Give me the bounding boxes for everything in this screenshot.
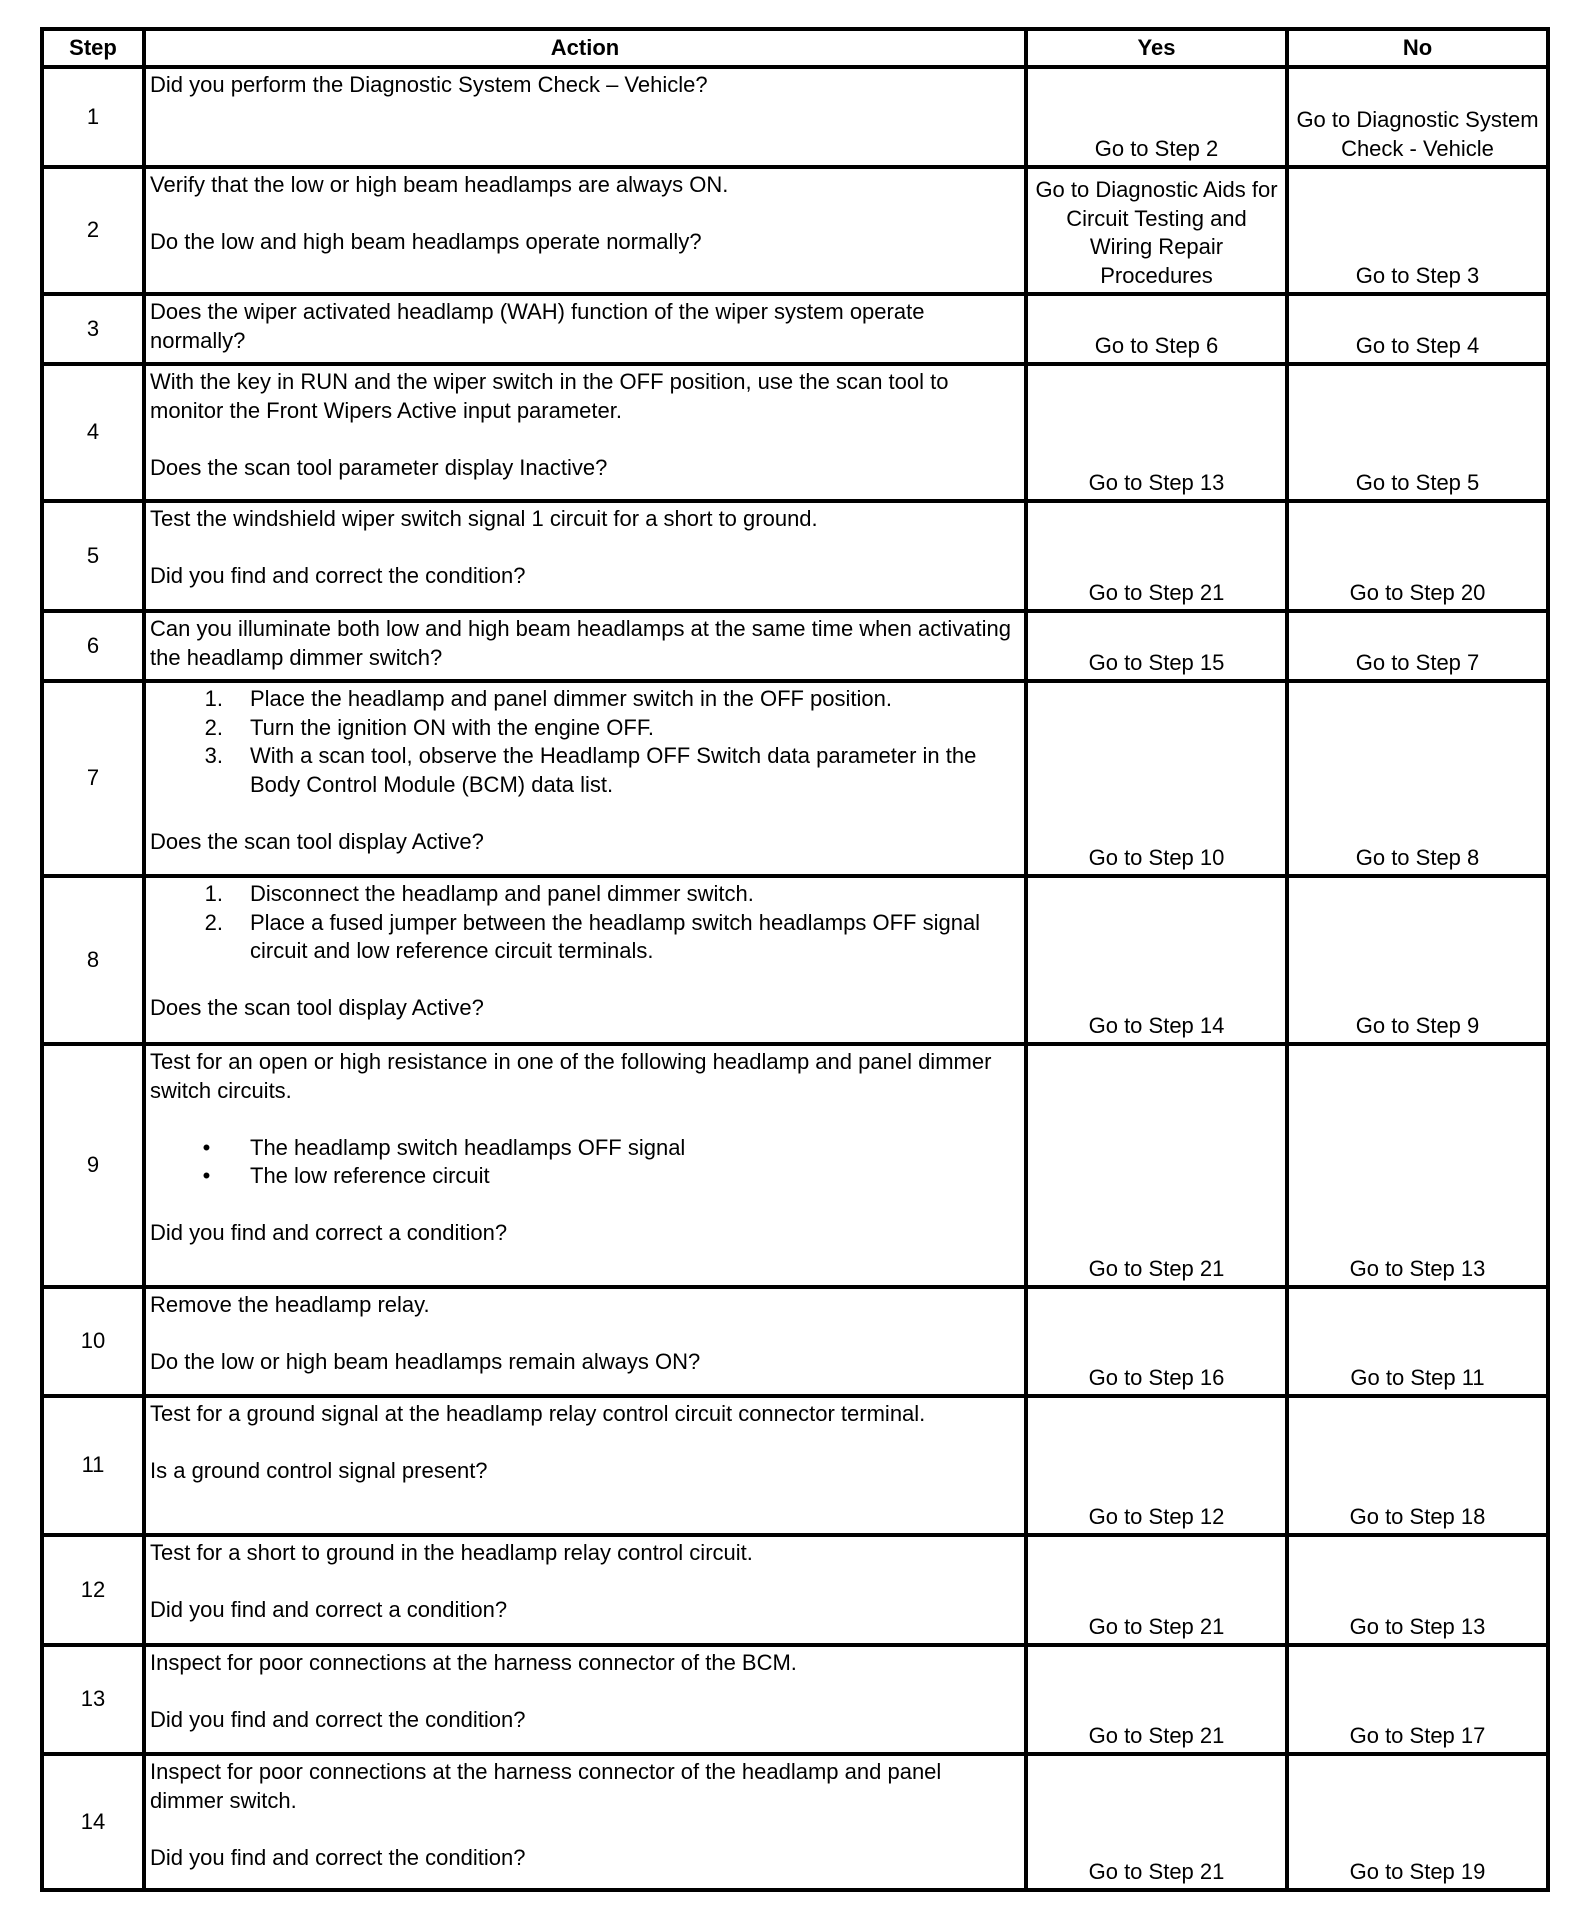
action-text: Do the low or high beam headlamps remain always ON? (150, 1349, 701, 1374)
yes-result: Go to Step 12 (1026, 1396, 1287, 1535)
step-number: 6 (42, 611, 144, 681)
action-text: Remove the headlamp relay. (150, 1292, 430, 1317)
no-result: Go to Step 20 (1287, 501, 1548, 611)
step-number: 13 (42, 1645, 144, 1754)
action-text: Does the scan tool display Active? (150, 828, 484, 854)
yes-result: Go to Diagnostic Aids for Circuit Testing and Wiring Repair Procedures (1026, 167, 1287, 294)
table-row (42, 167, 1548, 294)
yes-result: Go to Step 14 (1026, 876, 1287, 1044)
action-text: Test the windshield wiper switch signal 1 circuit for a short to ground. (150, 506, 818, 531)
table-row (42, 876, 1548, 1044)
action-text: Inspect for poor connections at the harness connector of the BCM. (150, 1650, 797, 1675)
no-result: Go to Step 4 (1287, 294, 1548, 364)
step-number: 8 (42, 876, 144, 1044)
action-text: Is a ground control signal present? (150, 1458, 488, 1483)
action-text: Verify that the low or high beam headlamps are always ON. (150, 172, 729, 197)
list-item-text: The headlamp switch headlamps OFF signal (250, 1134, 686, 1160)
no-result: Go to Step 8 (1287, 681, 1548, 876)
no-result: Go to Step 19 (1287, 1754, 1548, 1890)
step-number: 11 (42, 1396, 144, 1535)
action-cell (144, 1396, 1026, 1535)
list-item (150, 1134, 1020, 1163)
no-result: Go to Step 13 (1287, 1535, 1548, 1645)
table-row (42, 364, 1548, 501)
no-result: Go to Diagnostic System Check - Vehicle (1287, 67, 1548, 167)
table-row (42, 681, 1548, 876)
list-number: 2. (204, 909, 223, 935)
action-cell (144, 167, 1026, 294)
list-item-text: The low reference circuit (250, 1163, 490, 1188)
action-cell (144, 1044, 1026, 1287)
list-item-text: Place the headlamp and panel dimmer switch in the OFF position. (250, 686, 892, 711)
action-text: Test for a short to ground in the headlamp relay control circuit. (150, 1540, 753, 1565)
step-number: 12 (42, 1535, 144, 1645)
yes-result: Go to Step 15 (1026, 611, 1287, 681)
list-number: 3. (204, 743, 223, 768)
table-row (42, 611, 1548, 681)
spacer (150, 1429, 1020, 1458)
yes-result: Go to Step 21 (1026, 1754, 1287, 1890)
list-item-text: With a scan tool, observe the Headlamp OFF Switch data parameter in the Body Control Module (BCM) data list. (250, 743, 977, 797)
header-action: Action (144, 29, 1026, 67)
action-text: Did you find and correct the condition? (150, 1844, 526, 1870)
yes-result: Go to Step 21 (1026, 501, 1287, 611)
spacer (150, 534, 1020, 563)
yes-result: Go to Step 16 (1026, 1287, 1287, 1396)
action-cell (144, 67, 1026, 167)
no-result: Go to Step 7 (1287, 611, 1548, 681)
action-text: Does the scan tool display Active? (150, 995, 484, 1020)
yes-result: Go to Step 21 (1026, 1044, 1287, 1287)
bullet-icon: • (202, 1163, 211, 1188)
yes-result: Go to Step 21 (1026, 1535, 1287, 1645)
action-text: With the key in RUN and the wiper switch in the OFF position, use the scan tool to monitor the Front Wipers Active input parameter. (150, 369, 949, 423)
spacer (150, 1105, 1020, 1134)
list-item (150, 685, 1020, 714)
table-row (42, 67, 1548, 167)
yes-result: Go to Step 21 (1026, 1645, 1287, 1754)
header-no: No (1287, 29, 1548, 67)
list-item (150, 880, 1020, 909)
yes-result: Go to Step 2 (1026, 67, 1287, 167)
spacer (150, 1320, 1020, 1349)
list-number: 2. (204, 714, 223, 740)
step-number: 2 (42, 167, 144, 294)
action-text: Did you find and correct a condition? (150, 1597, 508, 1622)
action-cell (144, 294, 1026, 364)
list-item-text: Turn the ignition ON with the engine OFF. (250, 714, 654, 740)
action-text: Did you find and correct the condition? (150, 563, 526, 588)
step-number: 14 (42, 1754, 144, 1890)
action-text: Test for a ground signal at the headlamp relay control circuit connector terminal. (150, 1401, 926, 1426)
action-text: Test for an open or high resistance in one of the following headlamp and panel dimmer switch circuits. (150, 1049, 992, 1103)
action-text: Do the low and high beam headlamps operate normally? (150, 229, 702, 254)
step-number: 5 (42, 501, 144, 611)
action-cell (144, 681, 1026, 876)
action-cell (144, 364, 1026, 501)
action-cell (144, 1645, 1026, 1754)
action-cell (144, 1535, 1026, 1645)
action-cell (144, 611, 1026, 681)
yes-result: Go to Step 13 (1026, 364, 1287, 501)
step-number: 4 (42, 364, 144, 501)
table-row (42, 294, 1548, 364)
list-item (150, 1162, 1020, 1191)
header-yes: Yes (1026, 29, 1287, 67)
header-step: Step (42, 29, 144, 67)
spacer (150, 1815, 1020, 1844)
no-result: Go to Step 5 (1287, 364, 1548, 501)
table-row (42, 1044, 1548, 1287)
step-number: 10 (42, 1287, 144, 1396)
table-row (42, 1535, 1548, 1645)
table-row (42, 1645, 1548, 1754)
table-row (42, 501, 1548, 611)
no-result: Go to Step 18 (1287, 1396, 1548, 1535)
action-text: Did you find and correct a condition? (150, 1220, 508, 1245)
action-cell (144, 501, 1026, 611)
list-item-text: Disconnect the headlamp and panel dimmer switch. (250, 881, 754, 906)
step-number: 3 (42, 294, 144, 364)
list-number: 1. (204, 686, 223, 711)
spacer (150, 425, 1020, 454)
table-row (42, 1754, 1548, 1890)
action-cell (144, 876, 1026, 1044)
action-text: Can you illuminate both low and high beam headlamps at the same time when activating the headlamp dimmer switch? (150, 616, 1011, 670)
no-result: Go to Step 13 (1287, 1044, 1548, 1287)
spacer (150, 1191, 1020, 1220)
spacer (150, 1568, 1020, 1597)
list-item (150, 909, 1020, 966)
list-item-text: Place a fused jumper between the headlamp switch headlamps OFF signal circuit and low reference circuit terminals. (250, 909, 981, 963)
action-text: Does the scan tool parameter display Inactive? (150, 454, 608, 480)
no-result: Go to Step 11 (1287, 1287, 1548, 1396)
no-result: Go to Step 9 (1287, 876, 1548, 1044)
spacer (150, 966, 1020, 995)
bullet-icon: • (202, 1134, 211, 1160)
no-result: Go to Step 3 (1287, 167, 1548, 294)
step-number: 7 (42, 681, 144, 876)
header-row (42, 29, 1548, 67)
list-number: 1. (204, 881, 223, 906)
action-text: Inspect for poor connections at the harness connector of the headlamp and panel dimmer switch. (150, 1759, 942, 1813)
action-text: Does the wiper activated headlamp (WAH) function of the wiper system operate normally? (150, 299, 925, 353)
action-text: Did you perform the Diagnostic System Check – Vehicle? (150, 72, 708, 97)
list-item (150, 714, 1020, 743)
step-number: 9 (42, 1044, 144, 1287)
yes-result: Go to Step 10 (1026, 681, 1287, 876)
yes-result: Go to Step 6 (1026, 294, 1287, 364)
no-result: Go to Step 17 (1287, 1645, 1548, 1754)
action-cell (144, 1754, 1026, 1890)
diagnostic-table (40, 27, 1550, 1892)
spacer (150, 1678, 1020, 1707)
table-row (42, 1287, 1548, 1396)
action-cell (144, 1287, 1026, 1396)
spacer (150, 799, 1020, 828)
action-text: Did you find and correct the condition? (150, 1707, 526, 1732)
spacer (150, 200, 1020, 229)
table-row (42, 1396, 1548, 1535)
list-item (150, 742, 1020, 799)
step-number: 1 (42, 67, 144, 167)
